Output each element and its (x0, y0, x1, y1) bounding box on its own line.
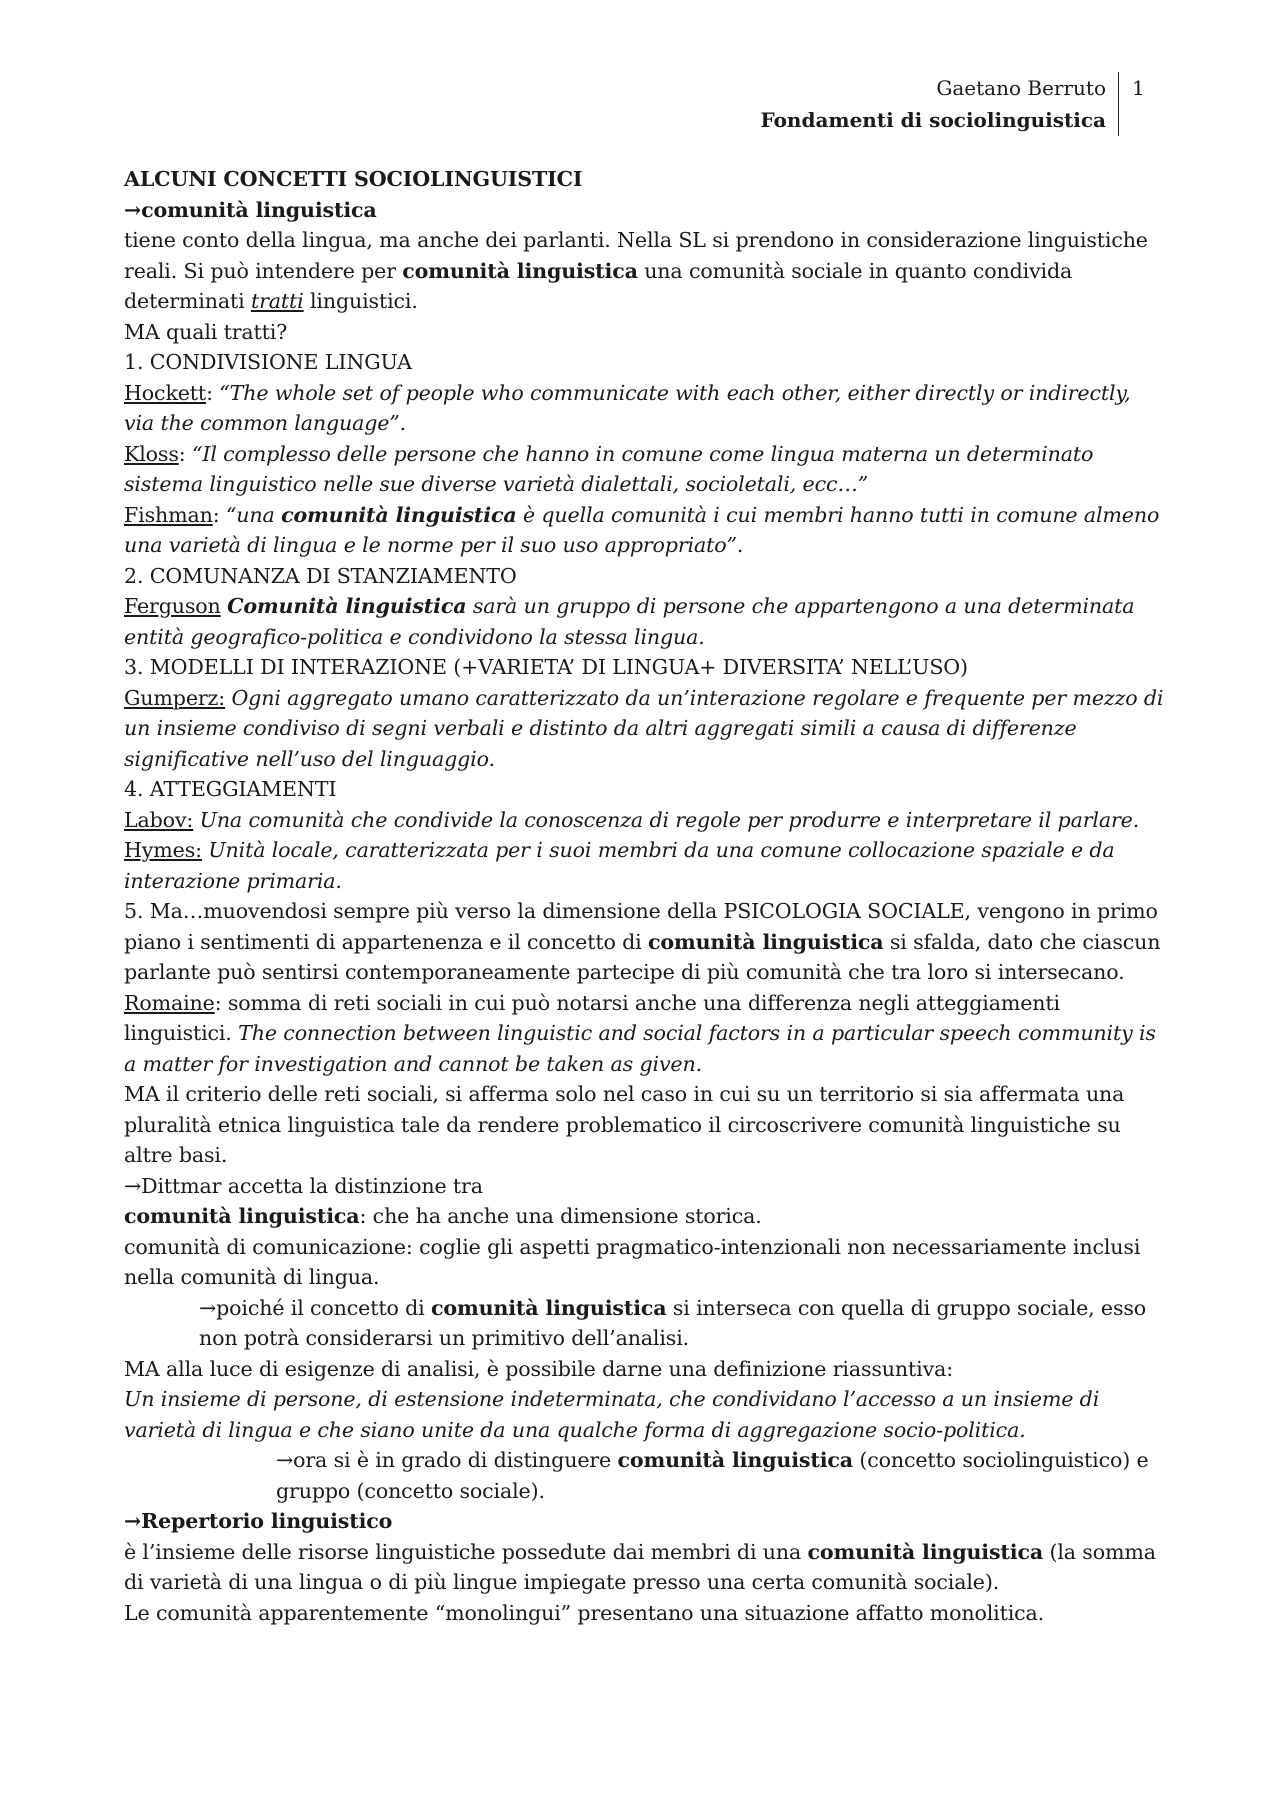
heading-modelli-interazione: 3. MODELLI DI INTERAZIONE (+VARIETA’ DI LINGUA+ DIVERSITA’ NELL’USO) (124, 655, 968, 679)
arrow-icon: → (124, 1509, 142, 1533)
definizione-riassuntiva: Un insieme di persone, di estensione indeterminata, che condividano l’accesso a un insieme di varietà di lingua e che siano unite da una qualche forma di aggregazione socio-politica. (124, 1387, 1100, 1442)
heading-repertorio-linguistico: →Repertorio linguistico (124, 1509, 393, 1533)
arrow-icon: → (124, 197, 142, 222)
hymes-definition: Hymes: Unità locale, caratterizzata per i suoi membri da una comune collocazione spaziale e da interazione primaria. (124, 838, 1115, 893)
monolingui-line: Le comunità apparentemente “monolingui” presentano una situazione affatto monolitica. (124, 1600, 1045, 1625)
gumperz-definition: Gumperz: Ogni aggregato umano caratterizzato da un’interazione regolare e frequente per mezzo di un insieme condiviso di segni verbali e distinto da altri aggregati simili a causa di differenze significative nell’uso del linguaggio. (124, 685, 1164, 771)
heading-comunanza-stanziamento: 2. COMUNANZA DI STANZIAMENTO (124, 563, 517, 588)
arrow-icon: → (124, 1173, 142, 1198)
dittmar-comunita-linguistica: comunità linguistica: che ha anche una dimensione storica. (124, 1204, 762, 1228)
distinzione-paragraph: →ora si è in grado di distinguere comunità linguistica (concetto sociolinguistico) e gruppo (concetto sociale). (276, 1448, 1149, 1503)
reti-sociali-paragraph: MA il criterio delle reti sociali, si afferma solo nel caso in cui su un territorio si sia affermata una pluralità etnica linguistica tale da rendere problematico il circoscrivere comunità linguistiche su altre basi. (124, 1082, 1125, 1167)
heading-comunita-linguistica: →comunità linguistica (124, 197, 377, 222)
romaine-definition: Romaine: somma di reti sociali in cui può notarsi anche una differenza negli atteggiamenti linguistici. The connection between linguistic and social factors in a particular speech community is a matter for investigation and cannot be taken as given. (124, 990, 1156, 1076)
page-number: 1 (1132, 76, 1145, 100)
labov-definition: Labov: Una comunità che condivide la conoscenza di regole per produrre e interpretare il parlare. (124, 807, 1140, 832)
header-author: Gaetano Berruto (936, 76, 1106, 100)
definizione-intro: MA alla luce di esigenze di analisi, è possibile darne una definizione riassuntiva: (124, 1356, 953, 1381)
page-header (760, 72, 1119, 136)
fishman-definition: Fishman: “una comunità linguistica è quella comunità i cui membri hanno tutti in comune almeno una varietà di lingua e le norme per il suo uso appropriato”. (124, 502, 1160, 557)
heading-atteggiamenti: 4. ATTEGGIAMENTI (124, 777, 337, 801)
arrow-icon: → (276, 1448, 294, 1472)
section-title: ALCUNI CONCETTI SOCIOLINGUISTICI (124, 167, 583, 191)
kloss-definition: Kloss: “Il complesso delle persone che hanno in comune come lingua materna un determinato sistema linguistico nelle sue diverse varietà dialettali, socioletali, ecc…” (124, 441, 1094, 496)
arrow-icon: → (199, 1295, 217, 1320)
comunita-comunicazione: comunità di comunicazione: coglie gli aspetti pragmatico-intenzionali non necessariamente inclusi nella comunità di lingua. (124, 1234, 1141, 1289)
psicologia-sociale-paragraph: 5. Ma…muovendosi sempre più verso la dimensione della PSICOLOGIA SOCIALE, vengono in primo piano i sentimenti di appartenenza e il concetto di comunità linguistica si sfalda, dato che ciascun parlante può sentirsi contemporaneamente partecipe di più comunità che tra loro si intersecano. (124, 899, 1161, 984)
dittmar-line: →Dittmar accetta la distinzione tra (124, 1173, 483, 1198)
heading-condivisione-lingua: 1. CONDIVISIONE LINGUA (124, 350, 412, 374)
document-body (124, 164, 1164, 1628)
ferguson-definition: Ferguson Comunità linguistica sarà un gruppo di persone che appartengono a una determinata entità geografico-politica e condividono la stessa lingua. (124, 594, 1135, 649)
poiche-paragraph: →poiché il concetto di comunità linguistica si interseca con quella di gruppo sociale, esso non potrà considerarsi un primitivo dell’analisi. (199, 1295, 1147, 1350)
repertorio-paragraph: è l’insieme delle risorse linguistiche possedute dai membri di una comunità linguistica (la somma di varietà di una lingua o di più lingue impiegate presso una certa comunità sociale). (124, 1539, 1156, 1594)
header-book-title: Fondamenti di sociolinguistica (760, 108, 1106, 132)
tratti-term: tratti (250, 289, 304, 313)
question-line: MA quali tratti? (124, 319, 288, 344)
intro-paragraph: tiene conto della lingua, ma anche dei parlanti. Nella SL si prendono in considerazione linguistiche reali. Si può intendere per comunità linguistica una comunità sociale in quanto condivida determinati tratti linguistici. (124, 228, 1148, 313)
hockett-definition: Hockett: “The whole set of people who communicate with each other, either directly or indirectly, via the common language”. (124, 380, 1131, 435)
